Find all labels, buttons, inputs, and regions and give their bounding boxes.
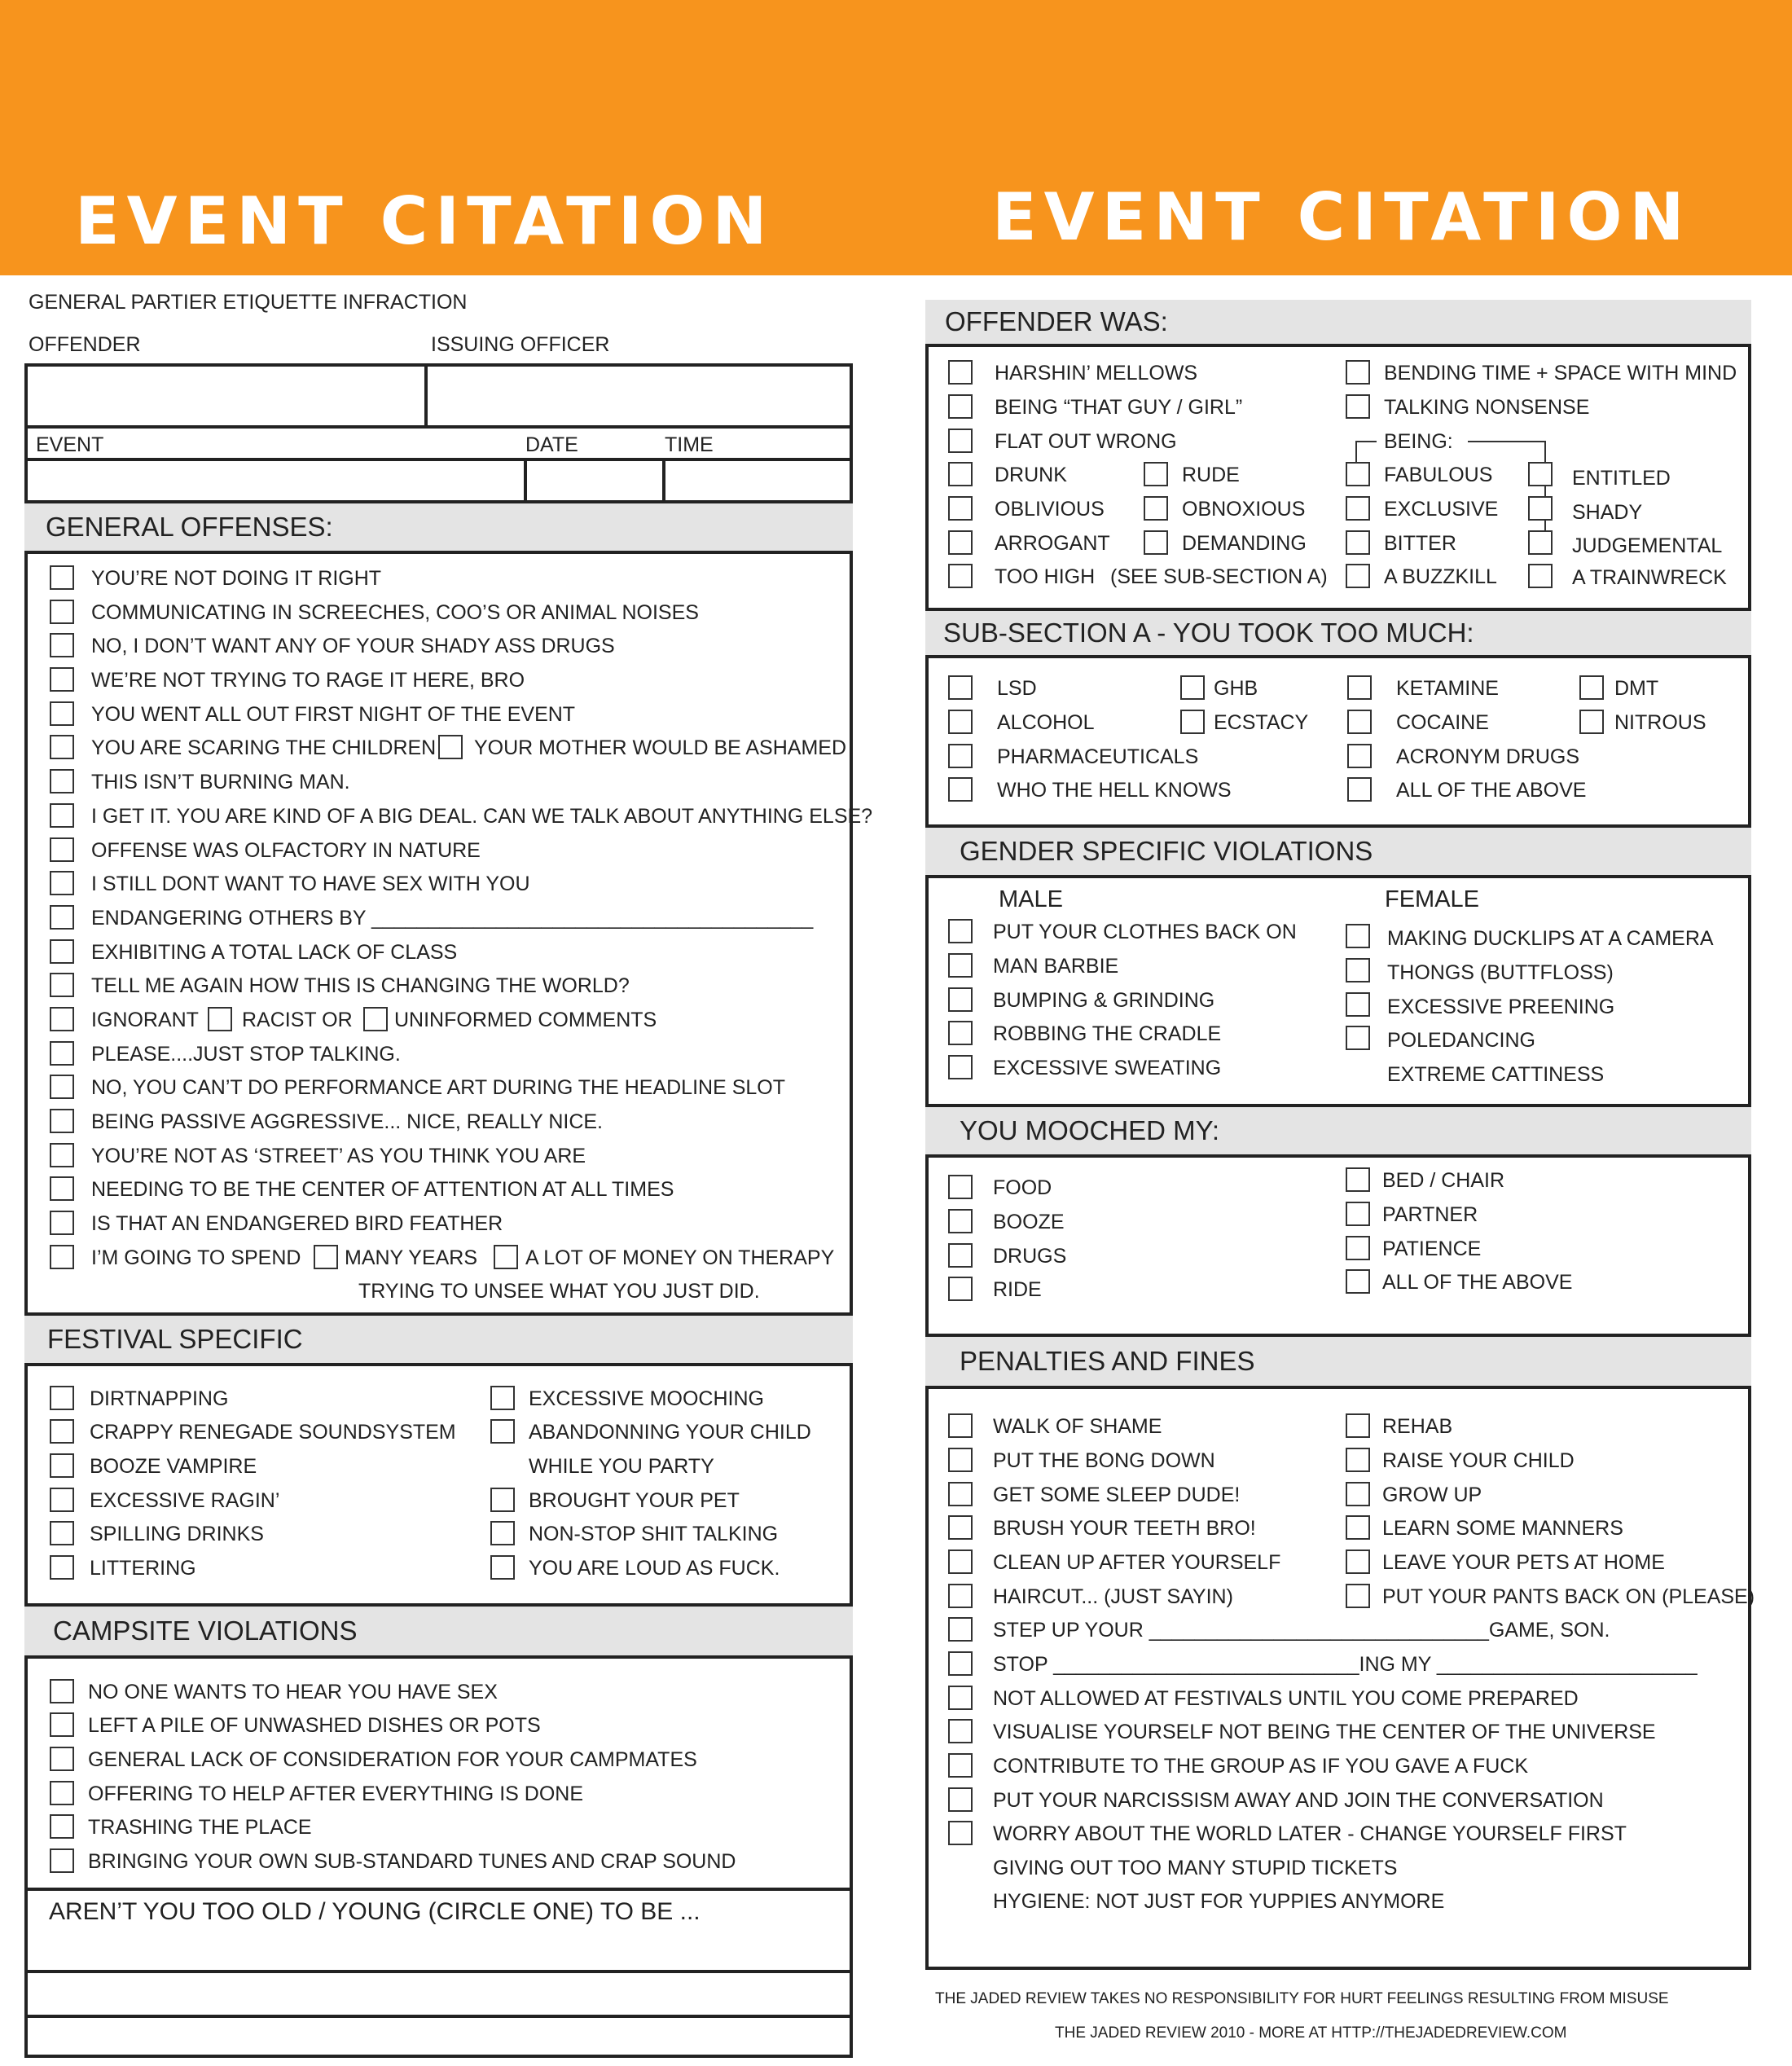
checkbox[interactable] — [948, 1719, 973, 1743]
campsite-item: NO ONE WANTS TO HEAR YOU HAVE SEX — [88, 1681, 498, 1703]
penalty-item: RAISE YOUR CHILD — [1382, 1449, 1575, 1472]
checkbox[interactable] — [1346, 1026, 1370, 1050]
checkbox[interactable] — [948, 1209, 973, 1233]
checkbox[interactable] — [1346, 992, 1370, 1017]
festival-item: ABANDONNING YOUR CHILD — [529, 1421, 811, 1444]
checkbox[interactable] — [948, 953, 973, 978]
mooched-header: YOU MOOCHED MY: — [925, 1104, 1751, 1158]
checkbox[interactable] — [50, 871, 74, 895]
checkbox[interactable] — [50, 565, 74, 590]
drug-item: ACRONYM DRUGS — [1396, 745, 1580, 768]
being-item: ENTITLED — [1572, 467, 1671, 490]
offense-item: YOUR MOTHER WOULD BE ASHAMED — [474, 736, 846, 759]
campsite-item: GENERAL LACK OF CONSIDERATION FOR YOUR CAMPMATES — [88, 1748, 697, 1771]
checkbox[interactable] — [1346, 530, 1370, 555]
checkbox[interactable] — [948, 1448, 973, 1472]
checkbox[interactable] — [50, 1555, 74, 1580]
checkbox[interactable] — [1346, 394, 1370, 419]
penalty-item: PUT YOUR NARCISSISM AWAY AND JOIN THE CONVERSATION — [993, 1789, 1604, 1812]
checkbox[interactable] — [1346, 360, 1370, 385]
mooched-item: DRUGS — [993, 1245, 1067, 1268]
offense-item: MANY YEARS — [345, 1246, 478, 1269]
female-item: THONGS (BUTTFLOSS) — [1387, 961, 1614, 984]
gender-violations-header: GENDER SPECIFIC VIOLATIONS — [925, 824, 1751, 878]
checkbox[interactable] — [1346, 1448, 1370, 1472]
festival-item: BOOZE VAMPIRE — [90, 1455, 257, 1478]
festival-specific-header: FESTIVAL SPECIFIC — [24, 1312, 853, 1366]
checkbox[interactable] — [948, 1617, 973, 1642]
checkbox[interactable] — [948, 1243, 973, 1268]
offender-label: OFFENDER — [29, 333, 141, 356]
male-item: MAN BARBIE — [993, 955, 1119, 978]
offender-was-header: OFFENDER WAS: — [925, 300, 1751, 347]
checkbox[interactable] — [50, 1848, 74, 1873]
offense-item: ENDANGERING OTHERS BY _______________________________________ — [91, 907, 814, 930]
right-title: EVENT CITATION — [992, 179, 1692, 255]
drug-item: ALCOHOL — [997, 711, 1095, 734]
offense-item: I GET IT. YOU ARE KIND OF A BIG DEAL. CAN WE TALK ABOUT ANYTHING ELSE? — [91, 805, 873, 828]
mooched-item: BOOZE — [993, 1211, 1065, 1233]
festival-item: BROUGHT YOUR PET — [529, 1489, 740, 1512]
checkbox[interactable] — [1347, 777, 1372, 802]
offense-item: COMMUNICATING IN SCREECHES, COO’S OR ANIMAL NOISES — [91, 601, 699, 624]
checkbox[interactable] — [948, 1482, 973, 1506]
checkbox[interactable] — [948, 1686, 973, 1710]
checkbox[interactable] — [1528, 496, 1553, 521]
offender-was-item: TALKING NONSENSE — [1384, 396, 1590, 419]
drug-item: KETAMINE — [1396, 677, 1499, 700]
divider — [24, 1970, 853, 1973]
offender-was-item: FLAT OUT WRONG — [995, 430, 1177, 453]
offense-item: I’M GOING TO SPEND — [91, 1246, 301, 1269]
festival-item: EXCESSIVE MOOCHING — [529, 1387, 764, 1410]
drug-item: COCAINE — [1396, 711, 1489, 734]
offender-was-item: BENDING TIME + SPACE WITH MIND — [1384, 362, 1737, 385]
checkbox[interactable] — [948, 394, 973, 419]
checkbox[interactable] — [1346, 924, 1370, 948]
offense-item: OFFENSE WAS OLFACTORY IN NATURE — [91, 839, 481, 862]
checkbox[interactable] — [50, 803, 74, 828]
checkbox[interactable] — [50, 905, 74, 930]
checkbox[interactable] — [948, 1413, 973, 1438]
checkbox[interactable] — [1528, 564, 1553, 588]
festival-item: EXCESSIVE RAGIN’ — [90, 1489, 280, 1512]
checkbox[interactable] — [494, 1245, 518, 1269]
checkbox[interactable] — [1346, 1550, 1370, 1574]
general-offenses-header: GENERAL OFFENSES: — [24, 500, 853, 554]
divider — [24, 1888, 853, 1891]
male-item: BUMPING & GRINDING — [993, 989, 1215, 1012]
offender-was-item: ARROGANT — [995, 532, 1110, 555]
checkbox[interactable] — [948, 710, 973, 734]
checkbox[interactable] — [50, 1747, 74, 1771]
checkbox[interactable] — [50, 1176, 74, 1201]
being-item: A BUZZKILL — [1384, 565, 1497, 588]
drug-item: WHO THE HELL KNOWS — [997, 779, 1232, 802]
offender-was-item: OBNOXIOUS — [1182, 498, 1306, 521]
event-label: EVENT — [36, 433, 104, 456]
penalty-item: LEARN SOME MANNERS — [1382, 1517, 1623, 1540]
checkbox[interactable] — [1144, 530, 1168, 555]
checkbox[interactable] — [1346, 1236, 1370, 1260]
penalty-item: STOP ___________________________ING MY _______________________ — [993, 1653, 1698, 1676]
checkbox[interactable] — [1346, 462, 1370, 486]
penalty-item: NOT ALLOWED AT FESTIVALS UNTIL YOU COME PREPARED — [993, 1687, 1579, 1710]
festival-item: DIRTNAPPING — [90, 1387, 229, 1410]
checkbox[interactable] — [50, 667, 74, 692]
checkbox[interactable] — [948, 1787, 973, 1812]
offense-item: A LOT OF MONEY ON THERAPY — [525, 1246, 835, 1269]
checkbox[interactable] — [1346, 1413, 1370, 1438]
campsite-item: TRASHING THE PLACE — [88, 1816, 312, 1839]
female-item: EXCESSIVE PREENING — [1387, 996, 1615, 1018]
footer-credit: THE JADED REVIEW 2010 - MORE AT HTTP://THEJADEDREVIEW.COM — [1055, 2024, 1567, 2042]
drug-item: PHARMACEUTICALS — [997, 745, 1199, 768]
offender-was-item: OBLIVIOUS — [995, 498, 1105, 521]
age-question: AREN’T YOU TOO OLD / YOUNG (CIRCLE ONE) TO BE ... — [49, 1898, 701, 1925]
checkbox[interactable] — [1346, 1584, 1370, 1608]
checkbox[interactable] — [948, 987, 973, 1012]
date-field[interactable] — [527, 461, 662, 502]
checkbox[interactable] — [490, 1555, 515, 1580]
offense-item: PLEASE....JUST STOP TALKING. — [91, 1043, 401, 1066]
penalty-item: PUT THE BONG DOWN — [993, 1449, 1215, 1472]
offender-was-item: DRUNK — [995, 464, 1067, 486]
checkbox[interactable] — [948, 564, 973, 588]
checkbox[interactable] — [1346, 1515, 1370, 1540]
checkbox[interactable] — [50, 837, 74, 862]
checkbox[interactable] — [1347, 744, 1372, 768]
campsite-item: BRINGING YOUR OWN SUB-STANDARD TUNES AND CRAP SOUND — [88, 1850, 736, 1873]
checkbox[interactable] — [948, 919, 973, 943]
offense-item: IS THAT AN ENDANGERED BIRD FEATHER — [91, 1212, 503, 1235]
checkbox[interactable] — [948, 1550, 973, 1574]
checkbox[interactable] — [1180, 675, 1205, 700]
checkbox[interactable] — [490, 1488, 515, 1512]
checkbox[interactable] — [50, 1679, 74, 1703]
festival-item: CRAPPY RENEGADE SOUNDSYSTEM — [90, 1421, 456, 1444]
offense-item: BEING PASSIVE AGGRESSIVE... NICE, REALLY NICE. — [91, 1110, 603, 1133]
offense-item: UNINFORMED COMMENTS — [394, 1009, 657, 1031]
checkbox[interactable] — [50, 973, 74, 997]
time-label: TIME — [665, 433, 714, 456]
penalty-item: GET SOME SLEEP DUDE! — [993, 1484, 1241, 1506]
being-item: SHADY — [1572, 501, 1643, 524]
checkbox[interactable] — [948, 1515, 973, 1540]
checkbox[interactable] — [1346, 1202, 1370, 1226]
bracket-line — [1468, 441, 1546, 543]
checkbox[interactable] — [490, 1521, 515, 1545]
checkbox[interactable] — [490, 1386, 515, 1410]
date-label: DATE — [525, 433, 578, 456]
drug-item: LSD — [997, 677, 1037, 700]
checkbox[interactable] — [948, 429, 973, 453]
mooched-item: RIDE — [993, 1278, 1042, 1301]
checkbox[interactable] — [50, 1386, 74, 1410]
checkbox[interactable] — [438, 735, 463, 759]
sub-section-note: (SEE SUB-SECTION A) — [1110, 565, 1328, 588]
checkbox[interactable] — [50, 633, 74, 657]
checkbox[interactable] — [948, 360, 973, 385]
offender-was-item: BEING “THAT GUY / GIRL” — [995, 396, 1243, 419]
checkbox[interactable] — [1346, 958, 1370, 982]
checkbox[interactable] — [50, 939, 74, 964]
checkbox[interactable] — [314, 1245, 338, 1269]
checkbox[interactable] — [50, 1007, 74, 1031]
penalty-item: CONTRIBUTE TO THE GROUP AS IF YOU GAVE A FUCK — [993, 1755, 1529, 1778]
drug-item: ECSTACY — [1214, 711, 1309, 734]
checkbox[interactable] — [1347, 675, 1372, 700]
offense-item: YOU WENT ALL OUT FIRST NIGHT OF THE EVENT — [91, 703, 576, 726]
offense-item: YOU ARE SCARING THE CHILDREN — [91, 736, 437, 759]
mooched-item: ALL OF THE ABOVE — [1382, 1271, 1573, 1294]
penalty-item: WALK OF SHAME — [993, 1415, 1162, 1438]
being-item: JUDGEMENTAL — [1572, 534, 1723, 557]
checkbox[interactable] — [1346, 1167, 1370, 1192]
checkbox[interactable] — [948, 1584, 973, 1608]
offender-was-item: HARSHIN’ MELLOWS — [995, 362, 1198, 385]
sub-section-a-header: SUB-SECTION A - YOU TOOK TOO MUCH: — [925, 608, 1751, 658]
female-item: EXTREME CATTINESS — [1387, 1063, 1605, 1086]
offense-item: YOU’RE NOT AS ‘STREET’ AS YOU THINK YOU ARE — [91, 1145, 586, 1167]
age-answer-line[interactable] — [28, 1939, 850, 1968]
offender-was-item: DEMANDING — [1182, 532, 1307, 555]
disclaimer-text: THE JADED REVIEW TAKES NO RESPONSIBILITY FOR HURT FEELINGS RESULTING FROM MISUSE — [935, 1990, 1669, 2007]
festival-item: LITTERING — [90, 1557, 196, 1580]
checkbox[interactable] — [50, 1712, 74, 1737]
festival-item-continuation: WHILE YOU PARTY — [529, 1455, 714, 1478]
being-item: A TRAINWRECK — [1572, 566, 1727, 589]
checkbox[interactable] — [50, 1211, 74, 1235]
checkbox[interactable] — [1579, 675, 1604, 700]
offense-item: THIS ISN’T BURNING MAN. — [91, 771, 350, 793]
time-field[interactable] — [665, 461, 850, 502]
issuing-officer-field[interactable] — [428, 367, 850, 425]
left-title: EVENT CITATION — [75, 183, 775, 259]
checkbox[interactable] — [50, 1143, 74, 1167]
checkbox[interactable] — [50, 1453, 74, 1478]
penalty-item: STEP UP YOUR ______________________________GAME, SON. — [993, 1619, 1610, 1642]
offender-field[interactable] — [28, 367, 424, 425]
male-label: MALE — [999, 886, 1063, 912]
checkbox[interactable] — [1346, 496, 1370, 521]
checkbox[interactable] — [1346, 1482, 1370, 1506]
penalty-item: BRUSH YOUR TEETH BRO! — [993, 1517, 1256, 1540]
form-subtitle: GENERAL PARTIER ETIQUETTE INFRACTION — [29, 291, 468, 314]
checkbox[interactable] — [1528, 530, 1553, 555]
checkbox[interactable] — [363, 1007, 388, 1031]
male-item: EXCESSIVE SWEATING — [993, 1057, 1222, 1079]
mooched-item: PARTNER — [1382, 1203, 1478, 1226]
offense-item-continuation: TRYING TO UNSEE WHAT YOU JUST DID. — [358, 1280, 760, 1303]
checkbox[interactable] — [50, 1109, 74, 1133]
checkbox[interactable] — [948, 1753, 973, 1778]
campsite-item: OFFERING TO HELP AFTER EVERYTHING IS DONE — [88, 1782, 583, 1805]
checkbox[interactable] — [50, 769, 74, 793]
campsite-item: LEFT A PILE OF UNWASHED DISHES OR POTS — [88, 1714, 541, 1737]
checkbox[interactable] — [948, 675, 973, 700]
checkbox[interactable] — [948, 1055, 973, 1079]
festival-item: NON-STOP SHIT TALKING — [529, 1523, 779, 1545]
female-item: POLEDANCING — [1387, 1029, 1535, 1052]
checkbox[interactable] — [50, 600, 74, 624]
offense-item: IGNORANT — [91, 1009, 199, 1031]
checkbox[interactable] — [1180, 710, 1205, 734]
penalty-item: LEAVE YOUR PETS AT HOME — [1382, 1551, 1665, 1574]
checkbox[interactable] — [948, 744, 973, 768]
checkbox[interactable] — [948, 1821, 973, 1845]
penalty-item: VISUALISE YOURSELF NOT BEING THE CENTER OF THE UNIVERSE — [993, 1721, 1656, 1743]
checkbox[interactable] — [948, 1175, 973, 1199]
penalty-item: CLEAN UP AFTER YOURSELF — [993, 1551, 1281, 1574]
checkbox[interactable] — [50, 1814, 74, 1839]
checkbox[interactable] — [50, 1041, 74, 1066]
checkbox[interactable] — [948, 1651, 973, 1676]
checkbox[interactable] — [1347, 710, 1372, 734]
offense-item: I STILL DONT WANT TO HAVE SEX WITH YOU — [91, 873, 530, 895]
checkbox[interactable] — [1579, 710, 1604, 734]
being-item: EXCLUSIVE — [1384, 498, 1499, 521]
offender-was-item: RUDE — [1182, 464, 1240, 486]
bracket-line — [1355, 441, 1377, 462]
issuing-officer-label: ISSUING OFFICER — [431, 333, 610, 356]
checkbox[interactable] — [1528, 462, 1553, 486]
penalties-header: PENALTIES AND FINES — [925, 1334, 1751, 1389]
penalty-item: WORRY ABOUT THE WORLD LATER - CHANGE YOURSELF FIRST — [993, 1822, 1627, 1845]
checkbox[interactable] — [948, 496, 973, 521]
offense-item: NEEDING TO BE THE CENTER OF ATTENTION AT ALL TIMES — [91, 1178, 674, 1201]
divider — [24, 425, 853, 429]
checkbox[interactable] — [208, 1007, 232, 1031]
male-item: ROBBING THE CRADLE — [993, 1022, 1222, 1045]
offense-item: NO, YOU CAN’T DO PERFORMANCE ART DURING THE HEADLINE SLOT — [91, 1076, 786, 1099]
checkbox[interactable] — [50, 1521, 74, 1545]
checkbox[interactable] — [948, 1021, 973, 1045]
checkbox[interactable] — [1346, 1269, 1370, 1294]
being-item: BITTER — [1384, 532, 1456, 555]
checkbox[interactable] — [50, 1419, 74, 1444]
checkbox[interactable] — [948, 1277, 973, 1301]
offense-item: YOU’RE NOT DOING IT RIGHT — [91, 567, 382, 590]
mooched-item: FOOD — [993, 1176, 1052, 1199]
offense-item: WE’RE NOT TRYING TO RAGE IT HERE, BRO — [91, 669, 525, 692]
penalty-item: REHAB — [1382, 1415, 1453, 1438]
drug-item: ALL OF THE ABOVE — [1396, 779, 1587, 802]
penalty-item: GROW UP — [1382, 1484, 1482, 1506]
checkbox[interactable] — [50, 1488, 74, 1512]
checkbox[interactable] — [1144, 496, 1168, 521]
drug-item: NITROUS — [1614, 711, 1706, 734]
penalty-item: HYGIENE: NOT JUST FOR YUPPIES ANYMORE — [993, 1890, 1445, 1913]
offense-item: NO, I DON’T WANT ANY OF YOUR SHADY ASS DRUGS — [91, 635, 615, 657]
checkbox[interactable] — [948, 777, 973, 802]
festival-item: YOU ARE LOUD AS FUCK. — [529, 1557, 780, 1580]
being-label: BEING: — [1384, 430, 1453, 453]
offense-item: TELL ME AGAIN HOW THIS IS CHANGING THE WORLD? — [91, 974, 630, 997]
checkbox[interactable] — [50, 701, 74, 726]
penalty-item: PUT YOUR PANTS BACK ON (PLEASE) — [1382, 1585, 1755, 1608]
checkbox[interactable] — [490, 1419, 515, 1444]
checkbox[interactable] — [1144, 462, 1168, 486]
event-field[interactable] — [28, 461, 524, 502]
female-label: FEMALE — [1385, 886, 1480, 912]
checkbox[interactable] — [1346, 564, 1370, 588]
offense-item: EXHIBITING A TOTAL LACK OF CLASS — [91, 941, 458, 964]
checkbox[interactable] — [948, 462, 973, 486]
checkbox[interactable] — [948, 530, 973, 555]
checkbox[interactable] — [50, 1075, 74, 1099]
checkbox[interactable] — [50, 1781, 74, 1805]
female-item: MAKING DUCKLIPS AT A CAMERA — [1387, 927, 1714, 950]
campsite-violations-header: CAMPSITE VIOLATIONS — [24, 1603, 853, 1659]
drug-item: DMT — [1614, 677, 1659, 700]
offender-was-item: TOO HIGH — [995, 565, 1096, 588]
penalty-item: GIVING OUT TOO MANY STUPID TICKETS — [993, 1857, 1398, 1879]
checkbox[interactable] — [50, 1245, 74, 1269]
divider — [24, 2015, 853, 2018]
drug-item: GHB — [1214, 677, 1258, 700]
being-item: FABULOUS — [1384, 464, 1493, 486]
mooched-item: PATIENCE — [1382, 1237, 1482, 1260]
checkbox[interactable] — [50, 735, 74, 759]
festival-item: SPILLING DRINKS — [90, 1523, 264, 1545]
male-item: PUT YOUR CLOTHES BACK ON — [993, 921, 1297, 943]
penalty-item: HAIRCUT... (JUST SAYIN) — [993, 1585, 1233, 1608]
mooched-item: BED / CHAIR — [1382, 1169, 1505, 1192]
offense-item: RACIST OR — [242, 1009, 353, 1031]
